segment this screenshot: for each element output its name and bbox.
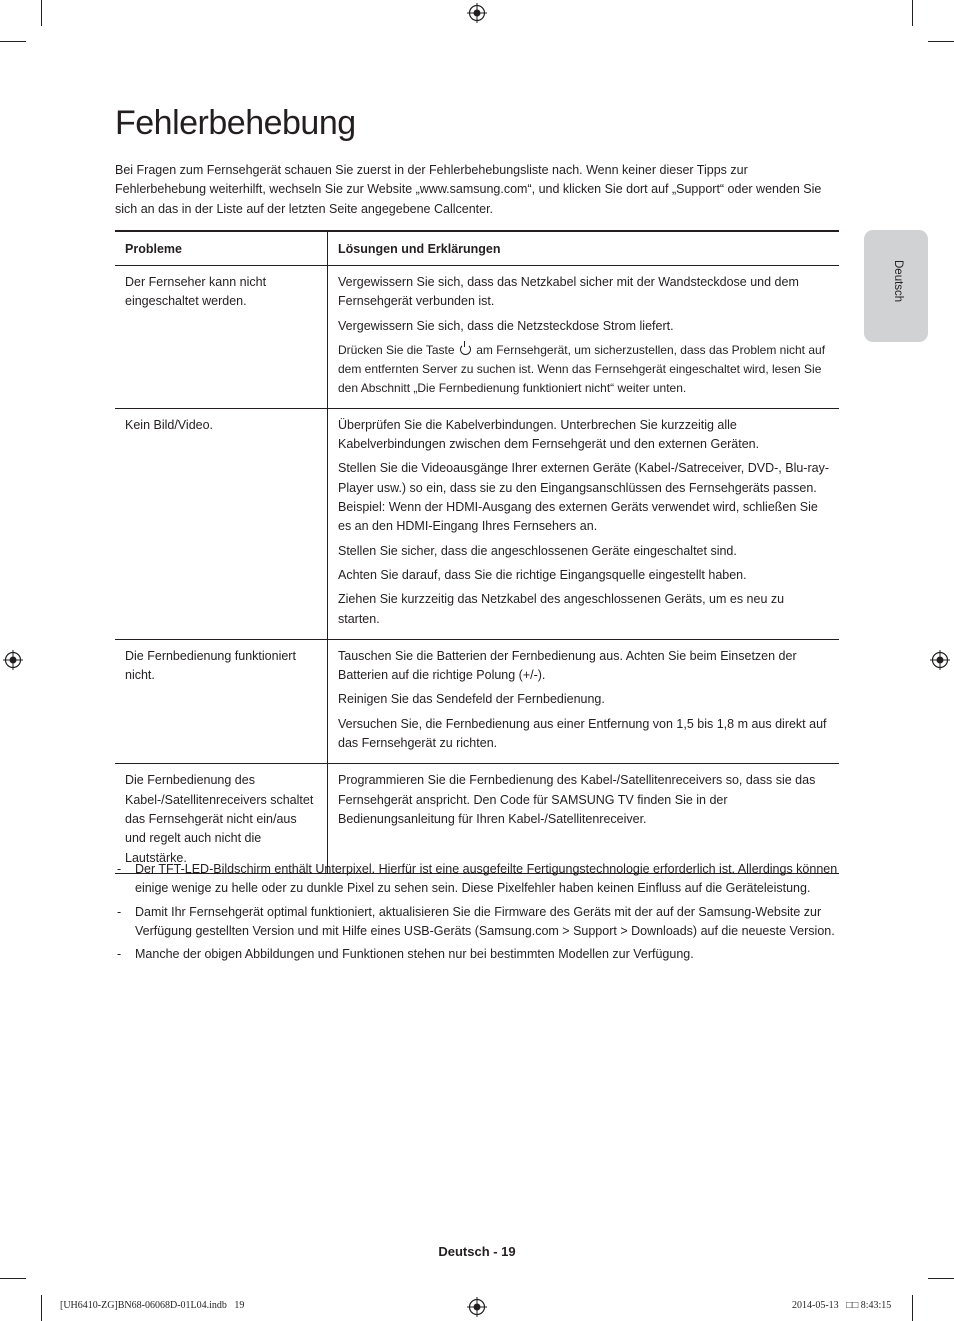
crop-mark: [928, 1278, 954, 1279]
note-marker: -: [117, 862, 122, 876]
solution-text: Reinigen Sie das Sendefeld der Fernbedienung.: [338, 692, 605, 707]
solution-cell: [328, 764, 840, 873]
problem-cell: Die Fernbedienung funktioniert nicht.: [115, 639, 328, 763]
crop-mark: [0, 1278, 26, 1279]
registration-mark-icon: [467, 1297, 487, 1317]
crop-mark: [41, 1295, 42, 1321]
note-marker: -: [117, 947, 122, 962]
crop-mark: [0, 41, 26, 42]
problem-cell: Kein Bild/Video.: [115, 408, 328, 639]
power-icon: [460, 344, 471, 355]
solution-text: Vergewissern Sie sich, dass das Netzkabel sicher mit der Wandsteckdose und dem Fernsehgerät verbunden ist.: [338, 275, 799, 309]
solution-text: Programmieren Sie die Fernbedienung des Kabel-/Satellitenreceivers so, dass sie das Fernsehgerät anspricht. Den Code für SAMSUNG TV finden Sie in der Bedienungsanleitung für Ihren Kabel-/Satellitenreceiver.: [338, 773, 816, 826]
page-title: Fehlerbehebung: [115, 104, 356, 142]
solution-text: Tauschen Sie die Batterien der Fernbedienung aus. Achten Sie beim Einsetzen der Batterien auf die richtige Polung (+/-).: [338, 648, 797, 683]
problem-cell: Der Fernseher kann nicht eingeschaltet werden.: [115, 266, 328, 409]
table-row: [115, 408, 839, 639]
crop-mark: [912, 0, 913, 26]
note-text: Der TFT-LED-Bildschirm enthält Unterpixel. Hierfür ist eine ausgefeilte Fertigungstechnologie erforderlich ist. Allerdings können einige wenige zu helle oder zu dunkle Pixel zu sehen sein. Diese Pixelfehler haben keinen Einfluss auf die Geräteleistung.: [135, 862, 838, 896]
column-header-problems: Probleme: [115, 231, 328, 266]
registration-mark-icon: [3, 650, 23, 670]
solution-cell: [328, 639, 840, 763]
print-footer-file: [UH6410-ZG]BN68-06068D-01L04.indb 19: [60, 1300, 245, 1311]
note-text: Manche der obigen Abbildungen und Funktionen stehen nur bei bestimmten Modellen zur Verfügung.: [135, 947, 694, 962]
solution-text-part: Drücken Sie die Taste: [338, 342, 455, 357]
crop-mark: [912, 1295, 913, 1321]
language-side-tab: [864, 230, 928, 342]
solution-text: Versuchen Sie, die Fernbedienung aus einer Entfernung von 1,5 bis 1,8 m aus direkt auf das Fernsehgerät zu richten.: [338, 716, 827, 751]
registration-mark-icon: [930, 650, 950, 670]
intro-paragraph: Bei Fragen zum Fernsehgerät schauen Sie zuerst in der Fehlerbehebungsliste nach. Wenn keiner dieser Tipps zur Fehlerbehebung weiterhilft, wechseln Sie zur Website „www.samsung.com“, und klicken Sie dort auf „Support“ oder wenden Sie sich an das in der Liste auf der letzten Seite angegebene Callcenter.: [115, 163, 822, 216]
note-item: [115, 903, 840, 942]
solution-text: Stellen Sie die Videoausgänge Ihrer externen Geräte (Kabel-/Satreceiver, DVD-, Blu-ray-Player usw.) so ein, dass sie zu den Eingangsanschlüssen des Fernsehgeräts passen. Beispiel: Wenn der HDMI-Ausgang des externen Geräts verwendet wird, schließen Sie es an den HDMI-Eingang Ihres Fernsehers an.: [338, 461, 829, 534]
solution-text: Stellen Sie sicher, dass die angeschlossenen Geräte eingeschaltet sind.: [338, 543, 737, 558]
note-text: Damit Ihr Fernsehgerät optimal funktioniert, aktualisieren Sie die Firmware des Geräts mit der auf der Samsung-Website zur Verfügung gestellten Version und mit Hilfe eines USB-Geräts (Samsung.com > Support > Downloads) auf die neueste Version.: [135, 904, 835, 938]
solution-text: Überprüfen Sie die Kabelverbindungen. Unterbrechen Sie kurzzeitig alle Kabelverbindungen zwischen dem Fernsehgerät und den externen Geräten.: [338, 417, 760, 452]
column-header-solutions: Lösungen und Erklärungen: [328, 231, 840, 266]
note-item: [115, 945, 840, 964]
table-row: [115, 639, 839, 763]
problem-cell: Die Fernbedienung des Kabel-/Satellitenreceivers schaltet das Fernsehgerät nicht ein/aus und regelt auch nicht die Lautstärke.: [115, 764, 328, 873]
table-row: [115, 764, 839, 873]
table-header-row: [115, 231, 839, 266]
side-tab-label: Deutsch: [892, 260, 904, 303]
solution-text: Achten Sie darauf, dass Sie die richtige Eingangsquelle eingestellt haben.: [338, 567, 747, 582]
crop-mark: [928, 41, 954, 42]
table-row: [115, 266, 839, 409]
crop-mark: [41, 0, 42, 26]
solution-cell: [328, 266, 840, 409]
note-item: [115, 860, 840, 899]
solution-cell: [328, 408, 840, 639]
troubleshooting-table: [115, 230, 839, 874]
print-footer-timestamp: 2014-05-13 □□ 8:43:15: [792, 1300, 892, 1311]
solution-text: Vergewissern Sie sich, dass die Netzsteckdose Strom liefert.: [338, 318, 674, 333]
solution-text: [338, 341, 829, 398]
registration-mark-icon: [467, 3, 487, 23]
solution-text: Ziehen Sie kurzzeitig das Netzkabel des angeschlossenen Geräts, um es neu zu starten.: [338, 592, 785, 626]
page-number: Deutsch - 19: [438, 1244, 516, 1259]
note-marker: -: [117, 904, 122, 919]
notes-list: [115, 860, 840, 968]
solution-text-part: am Fernsehgerät, um sicherzustellen, dass das Problem nicht auf dem entfernten Server zu suchen ist. Wenn das Fernsehgerät eingeschaltet wird, lesen Sie den Abschnitt „Die Fernbedienung funktioniert nicht“ weiter unten.: [338, 342, 826, 395]
